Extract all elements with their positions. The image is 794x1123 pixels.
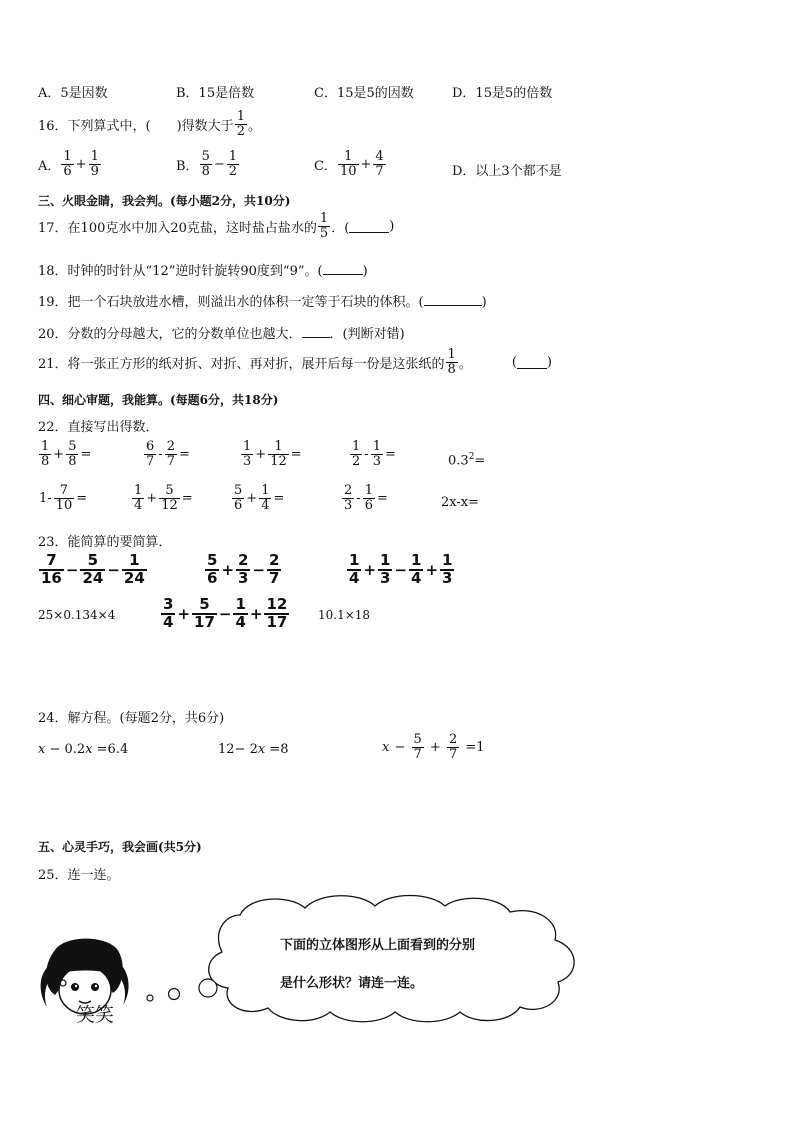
q23-expr6: 10.1×18	[318, 608, 371, 622]
eq-mid: − 0.2	[45, 742, 86, 757]
operator: -	[356, 490, 361, 506]
denominator: 17	[194, 612, 215, 631]
numerator: 1	[129, 551, 140, 569]
operator: +	[177, 604, 191, 623]
operator: −	[394, 560, 408, 579]
denominator: 10	[55, 497, 73, 513]
denominator: 24	[82, 568, 104, 587]
q22-r2-c2	[131, 484, 194, 512]
numerator: 1	[352, 439, 361, 454]
denominator: 8	[201, 163, 210, 179]
equals: =	[384, 446, 396, 462]
equals: =	[474, 453, 486, 469]
q19-close: )	[481, 295, 487, 310]
numerator: 1	[236, 109, 245, 124]
numerator: 1	[319, 211, 329, 226]
numerator: 1	[411, 551, 422, 569]
numerator: 1	[261, 483, 270, 498]
q18-text: 18．时钟的时针从“12”逆时针旋转90度到“9”。(	[38, 264, 323, 279]
girl-name-label: 笑笑	[76, 1004, 115, 1026]
q22-r1-c3	[240, 440, 303, 468]
denominator: 3	[372, 453, 381, 469]
numerator: 2	[448, 732, 458, 747]
denominator: 8	[41, 453, 50, 469]
q20-text: 20．分数的分母越大，它的分数单位也越大．	[38, 327, 302, 342]
q23-expr2	[204, 553, 282, 587]
denominator: 7	[166, 453, 175, 469]
q23-expr4: 25×0.134×4	[38, 608, 116, 622]
denominator: 3	[380, 568, 391, 587]
denominator: 5	[319, 225, 329, 241]
operator: -	[364, 446, 369, 462]
denominator: 3	[243, 453, 252, 469]
operator: −	[252, 560, 266, 579]
denominator: 12	[270, 453, 287, 469]
section3-title: 三、火眼金睛，我会判。(每小题2分，共10分)	[38, 194, 291, 208]
operator: −	[65, 560, 79, 579]
q15-option-c: C．15是5的因数	[314, 86, 414, 101]
denominator: 7	[269, 568, 280, 587]
numerator: 1	[63, 149, 72, 164]
q17-text: 17．在100克水中加入20克盐，这时盐占盐水的	[38, 220, 317, 236]
q16-option-c	[314, 150, 387, 178]
numerator: 3	[163, 595, 174, 613]
numerator: 5	[201, 149, 210, 164]
equals: =	[80, 446, 92, 462]
q21	[38, 348, 552, 376]
q17-end: ．(	[331, 220, 350, 236]
q18-answer-blank[interactable]	[323, 262, 363, 275]
q23-expr3	[346, 553, 455, 587]
denominator: 7	[448, 746, 458, 762]
q25-title: 25．连一连。	[38, 868, 120, 883]
option-label: A．	[38, 158, 61, 174]
q16-fraction	[235, 110, 247, 138]
numerator: 12	[266, 595, 288, 613]
eq-rhs: =6.4	[92, 742, 129, 757]
denominator: 4	[134, 497, 143, 513]
denominator: 6	[63, 163, 72, 179]
q22-r1-c5	[448, 452, 485, 468]
operator: −	[213, 156, 225, 172]
option-label: B．	[176, 158, 199, 174]
numerator: 2	[269, 551, 280, 569]
q24-eq1	[38, 742, 128, 757]
denominator: 2	[352, 453, 361, 469]
numerator: 5	[413, 732, 422, 747]
eq-rhs: =8	[265, 742, 289, 757]
denominator: 7	[375, 163, 384, 179]
denominator: 12	[161, 497, 178, 513]
denominator: 6	[207, 568, 218, 587]
q24-title: 24．解方程。(每题2分，共6分)	[38, 711, 225, 726]
q23-title: 23．能简算的要简算．	[38, 535, 172, 550]
q16-option-a	[38, 150, 102, 178]
denominator: 6	[234, 497, 243, 513]
equals: =	[178, 446, 190, 462]
equals: =	[376, 490, 388, 506]
operator: +	[146, 490, 158, 506]
operator: +	[246, 490, 258, 506]
q21-text: 21．将一张正方形的纸对折、对折、再对折，展开后每一份是这张纸的	[38, 356, 445, 372]
numerator: 1	[447, 347, 456, 362]
q22-r2-c4	[341, 484, 389, 512]
operator: +	[425, 560, 439, 579]
numerator: 1	[90, 149, 99, 164]
denominator: 16	[41, 568, 62, 587]
numerator: 1	[344, 149, 353, 164]
operator: +	[249, 604, 263, 623]
eq-rhs: =1	[461, 739, 485, 755]
denominator: 2	[236, 123, 245, 139]
numerator: 1	[274, 439, 283, 454]
q16-end: 。	[247, 118, 261, 134]
numerator: 5	[68, 439, 77, 454]
numerator: 2	[166, 439, 175, 454]
denominator: 4	[235, 612, 246, 631]
q24-eq2	[218, 742, 288, 757]
denominator: 4	[261, 497, 270, 513]
numerator: 1	[228, 149, 238, 164]
bubble-line-1: 下面的立体图形从上面看到的分别	[280, 938, 476, 953]
q23-expr5	[160, 597, 290, 631]
option-label: C．	[314, 158, 337, 174]
section5-title: 五、心灵手巧，我会画(共5分)	[38, 840, 202, 854]
eq-lhs: 12− 2	[218, 742, 258, 757]
numerator: 1	[41, 439, 50, 454]
q22-r1-c1	[38, 440, 92, 468]
numerator: 1	[349, 551, 360, 569]
variable: x	[257, 742, 266, 757]
operator: −	[218, 604, 232, 623]
q20-end: ．(判断对错)	[329, 327, 405, 342]
numerator: 1	[442, 551, 453, 569]
denominator: 4	[163, 612, 174, 631]
numerator: 6	[146, 439, 155, 454]
section4-title: 四、细心审题，我能算。(每题6分，共18分)	[38, 393, 279, 407]
q22-r1-c2	[143, 440, 191, 468]
operator: −	[107, 560, 120, 579]
q18	[38, 260, 368, 279]
denominator: 7	[413, 746, 422, 762]
thought-bubble	[140, 890, 590, 1025]
operator: +	[75, 156, 87, 172]
operator: +	[363, 560, 377, 579]
q18-close: )	[362, 264, 368, 279]
numerator: 1	[243, 439, 252, 454]
denominator: 4	[349, 568, 360, 587]
numerator: 4	[375, 149, 384, 164]
denominator: 9	[90, 163, 99, 179]
q24-eq3	[382, 733, 486, 761]
operator: +	[221, 560, 235, 579]
q23-expr1	[38, 553, 148, 587]
numerator: 1	[134, 483, 143, 498]
equals: =	[290, 446, 302, 462]
operator: -	[158, 446, 163, 462]
q15-option-d: D．15是5的倍数	[452, 86, 553, 101]
denominator: 17	[266, 612, 288, 631]
variable: x	[38, 742, 46, 757]
q19-answer-blank[interactable]	[424, 293, 482, 306]
numerator: 7	[46, 551, 57, 569]
numerator: 5	[234, 483, 243, 498]
numerator: 1	[235, 595, 246, 613]
exponent: 2	[468, 452, 475, 462]
bubble-line-2: 是什么形状？请连一连。	[280, 976, 424, 991]
q17	[38, 212, 394, 240]
numerator: 7	[59, 483, 69, 498]
numerator: 5	[165, 483, 174, 498]
equals: =	[273, 490, 285, 506]
q21-end: 。	[458, 356, 472, 372]
operator: +	[53, 446, 65, 462]
denominator: 8	[68, 453, 77, 469]
numerator: 2	[344, 483, 353, 498]
q15-option-b: B．15是倍数	[176, 86, 255, 101]
q16-stem-text: 16．下列算式中，( )得数大于	[38, 118, 234, 134]
q19-text: 19．把一个石块放进水槽，则溢出水的体积一定等于石块的体积。(	[38, 295, 424, 310]
q16-stem	[38, 110, 261, 138]
numerator: 1	[380, 551, 391, 569]
variable: x	[85, 742, 93, 757]
q16-option-d: D．以上3个都不是	[452, 164, 562, 179]
denominator: 10	[339, 163, 357, 179]
q16-option-b	[176, 150, 240, 178]
denominator: 8	[447, 361, 456, 377]
denominator: 3	[442, 568, 453, 587]
denominator: 24	[123, 568, 145, 587]
q21-answer-blank[interactable]	[517, 356, 547, 369]
denominator: 3	[344, 497, 353, 513]
numerator: 1	[364, 483, 373, 498]
q22-r2-c5: 2x-x=	[441, 495, 479, 510]
q21-open: (	[511, 354, 517, 370]
q22-r1-c4	[349, 440, 397, 468]
variable: x	[382, 739, 390, 755]
numerator: 1	[372, 439, 381, 454]
q22-title: 22．直接写出得数．	[38, 420, 159, 435]
numerator: 2	[238, 551, 249, 569]
lead: 1-	[39, 490, 52, 506]
operator: +	[425, 739, 445, 755]
denominator: 6	[364, 497, 373, 513]
denominator: 7	[146, 453, 155, 469]
numerator: 5	[87, 551, 99, 569]
q19	[38, 291, 487, 310]
q21-close: )	[546, 354, 552, 370]
operator: −	[390, 739, 410, 755]
q15-option-a: A．5是因数	[38, 86, 108, 101]
base: 0.3	[448, 453, 469, 469]
q22-r2-c1	[38, 484, 88, 512]
operator: +	[360, 156, 372, 172]
q17-close: )	[389, 218, 395, 234]
q17-answer-blank[interactable]	[349, 220, 389, 233]
equals: =	[181, 490, 193, 506]
numerator: 5	[207, 551, 218, 569]
equals: =	[76, 490, 88, 506]
q20	[38, 323, 405, 342]
operator: +	[255, 446, 267, 462]
denominator: 4	[411, 568, 422, 587]
numerator: 5	[199, 595, 210, 613]
q22-r2-c3	[231, 484, 285, 512]
denominator: 2	[228, 163, 238, 179]
denominator: 3	[238, 568, 249, 587]
q20-answer-blank[interactable]	[302, 325, 330, 338]
